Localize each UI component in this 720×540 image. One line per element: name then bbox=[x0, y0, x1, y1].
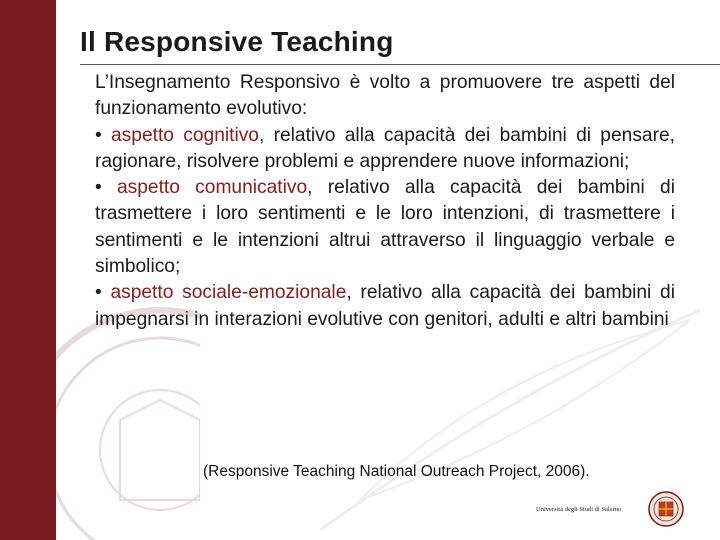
title-divider bbox=[80, 64, 720, 65]
point-text: , relativo alla capacità dei bambini di pensare, ragionare, risolvere problemi e apprendere nuove informazioni; bbox=[95, 124, 675, 172]
university-logo-icon bbox=[648, 491, 684, 527]
page-title: Il Responsive Teaching bbox=[80, 26, 394, 57]
list-item bbox=[95, 123, 675, 176]
intro-paragraph: L’Insegnamento Responsivo è volto a promuovere tre aspetti del funzionamento evolutivo: bbox=[95, 72, 675, 120]
list-item bbox=[95, 280, 675, 333]
point-text: , relativo alla capacità dei bambini di impegnarsi in interazioni evolutive con genitori, adulti e altri bambini bbox=[95, 282, 675, 330]
point-text: , relativo alla capacità dei bambini di trasmettere i loro sentimenti e le loro intenzioni, di trasmettere i sentimenti e le intenzioni altrui attraverso il linguaggio verbale e simbolico; bbox=[95, 177, 675, 278]
citation: (Responsive Teaching National Outreach Project, 2006). bbox=[203, 463, 590, 480]
left-brand-band bbox=[0, 0, 56, 540]
bullet: • bbox=[95, 282, 102, 304]
highlight-term: aspetto sociale-emozionale bbox=[110, 282, 347, 304]
bullet: • bbox=[95, 124, 102, 146]
highlight-term: aspetto comunicativo bbox=[116, 177, 308, 199]
bullet: • bbox=[95, 177, 102, 199]
list-item bbox=[95, 175, 675, 280]
slide-body bbox=[95, 70, 675, 333]
highlight-term: aspetto cognitivo bbox=[111, 124, 259, 146]
footer-university-name: Università degli Studi di Salerno bbox=[536, 506, 622, 513]
